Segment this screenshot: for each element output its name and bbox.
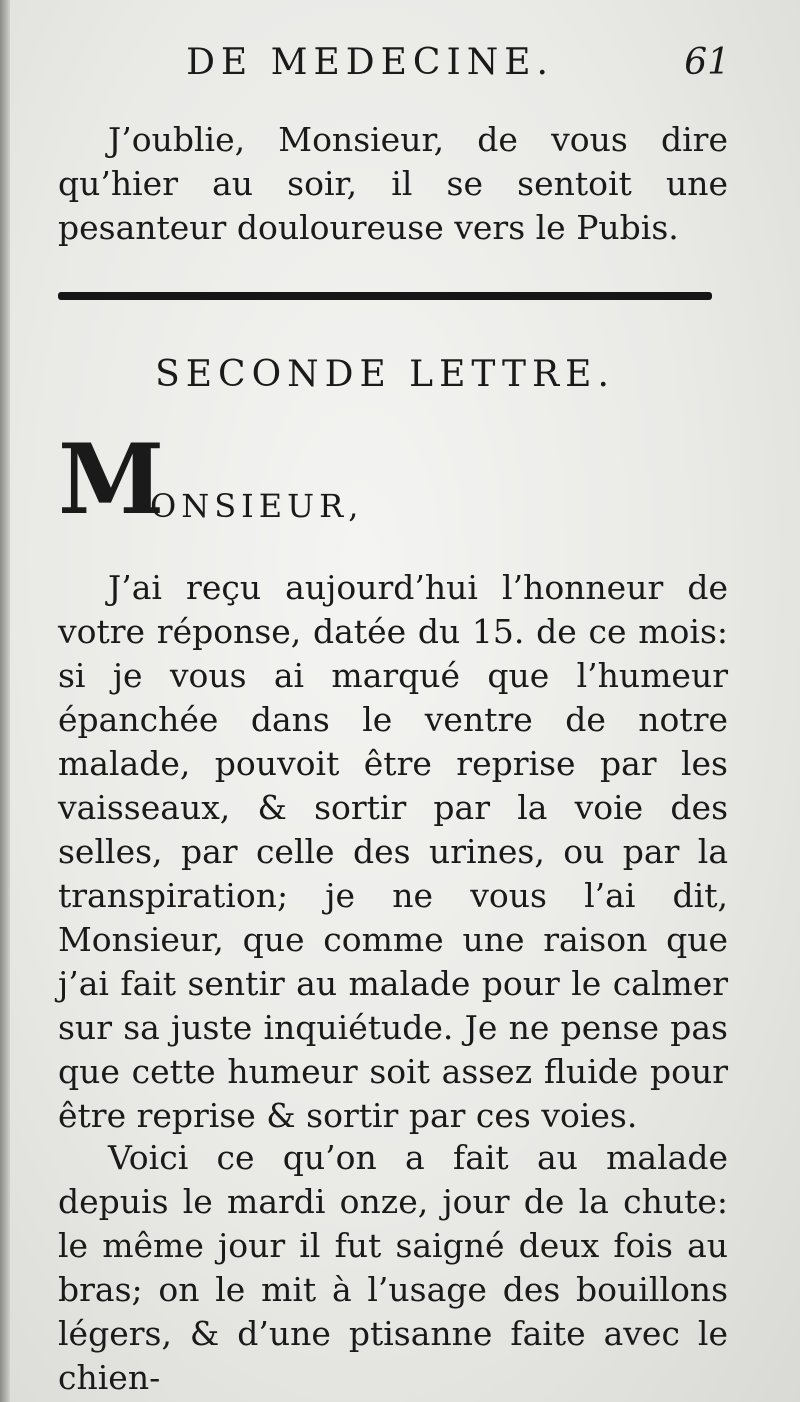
letter-body [58,566,728,1135]
letter-body-continued [58,1136,728,1397]
page-number: 61 [684,42,730,83]
drop-cap-initial: M [58,423,165,536]
page-edge-shadow [0,0,10,1402]
section-divider-rule [58,292,712,300]
section-heading: SECONDE LETTRE. [155,354,615,395]
salutation-text: ONSIEUR, [150,487,364,525]
page-header [0,40,800,90]
body-paragraph-2: Voici ce qu’on a fait au malade depuis le mardi onze, jour de la chute: le même jour il fut saigné deux fois au bras; on le mit à l’usage des bouillons légers, & d’une ptisanne faite avec le chien- [58,1138,728,1397]
running-title: DE MEDECINE. [186,42,554,83]
continuation-paragraph [58,118,728,250]
body-paragraph-1: J’ai reçu aujourd’hui l’honneur de votre réponse, datée du 15. de ce mois: si je vous ai marqué que l’humeur épanchée dans le ventre de notre malade, pouvoit être reprise par les vaisseaux, & sortir par la voie des selles, par celle des urines, ou par la transpiration; je ne vous l’ai dit, Monsieur, que comme une raison que j’ai fait sentir au malade pour le calmer sur sa juste inquiétude. Je ne pense pas que cette humeur soit assez fluide pour être reprise & sortir par ces voies. [58,568,728,1135]
salutation [58,423,718,536]
continuation-text: J’oublie, Monsieur, de vous dire qu’hier au soir, il se sentoit une pesanteur douloureuse vers le Pubis. [58,120,728,247]
